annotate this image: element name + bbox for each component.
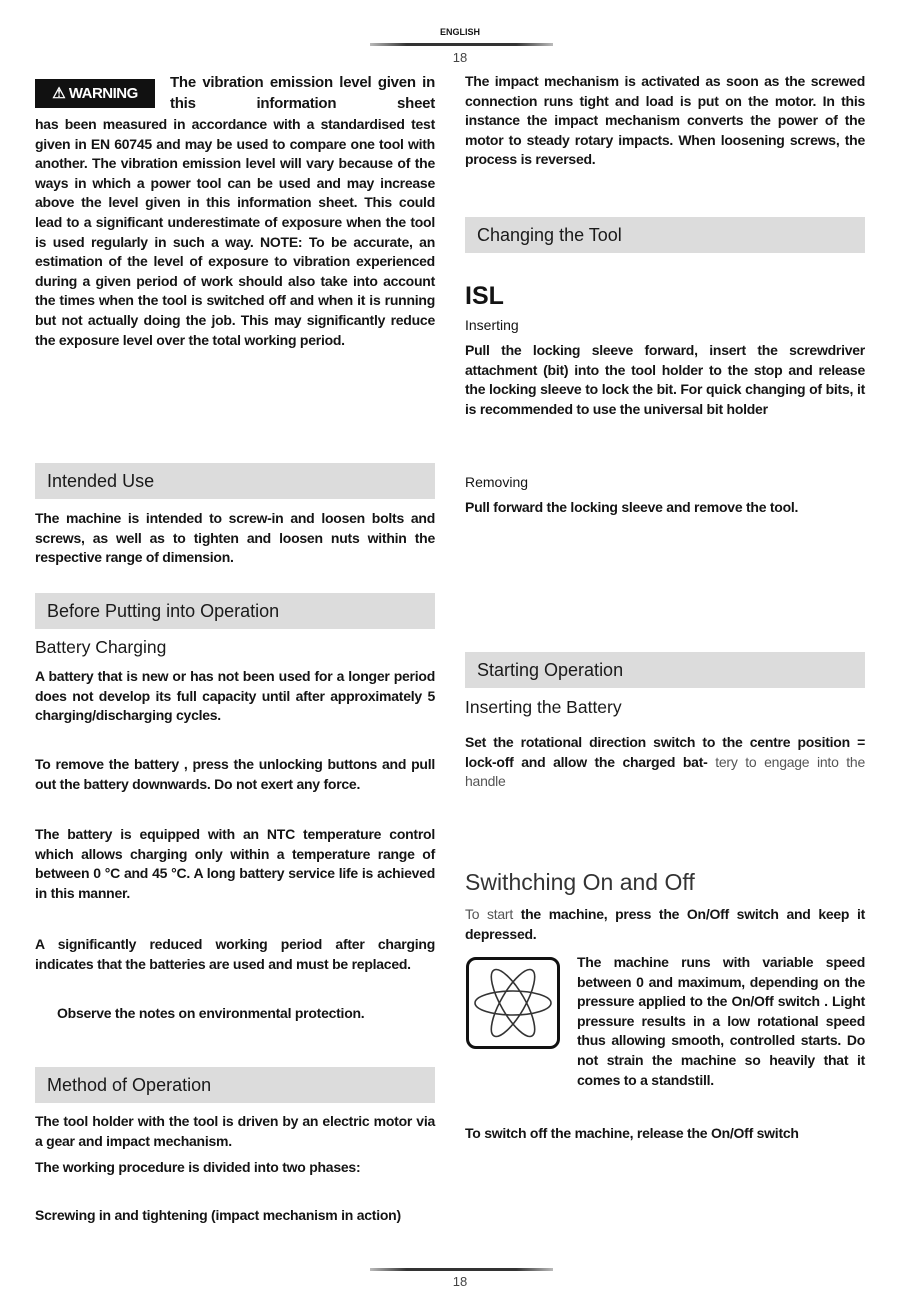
footer-page-number: 18 <box>452 1274 468 1289</box>
inserting-text: Pull the locking sleeve forward, insert the screwdriver attachment (bit) into the tool holder to the stop and release the locking sleeve to lock the bit. For quick changing of bits, it is recommended to use the universal bit holder <box>465 342 865 417</box>
section-changing-tool: Changing the Tool <box>465 217 865 253</box>
warning-intro: The vibration emission level given in this information sheet <box>170 74 435 112</box>
section-method-of-operation: Method of Operation <box>35 1067 435 1103</box>
to-start-text <box>465 905 865 944</box>
inserting-battery-text <box>465 733 865 792</box>
removing-text: Pull forward the locking sleeve and remove the tool. <box>465 499 799 515</box>
warning-badge <box>35 79 155 108</box>
section-starting-operation: Starting Operation <box>465 652 865 688</box>
battery-p4: A significantly reduced working period after charging indicates that the batteries are used and must be replaced. <box>35 936 435 972</box>
header-page-number: 18 <box>452 50 468 65</box>
inserting-label: Inserting <box>465 317 519 333</box>
section-intended-use: Intended Use <box>35 463 435 499</box>
switch-off-text: To switch off the machine, release the On/Off switch <box>465 1125 799 1141</box>
inserting-battery-heading: Inserting the Battery <box>465 697 622 717</box>
removing-label: Removing <box>465 474 529 490</box>
battery-p2: To remove the battery , press the unlocking buttons and pull out the battery downwards. Do not exert any force. <box>35 756 435 792</box>
battery-p3: The battery is equipped with an NTC temperature control which allows charging only within a temperature range of between 0 °C and 45 °C. A long battery service life is achieved in this manner. <box>35 826 435 901</box>
isl-heading: ISL <box>465 282 504 310</box>
method-p3: Screwing in and tightening (impact mechanism in action) <box>35 1207 401 1223</box>
section-before-operation: Before Putting into Operation <box>35 593 435 629</box>
switching-heading: Swithching On and Off <box>465 869 695 895</box>
warning-label: WARNING <box>68 85 138 102</box>
battery-p5: Observe the notes on environmental protection. <box>57 1005 365 1021</box>
header-language: ENGLISH <box>439 27 480 37</box>
intended-use-text: The machine is intended to screw-in and loosen bolts and screws, as well as to tighten and loosen nuts within the respective range of dimension. <box>35 510 435 566</box>
warning-triangle-icon: ⚠ <box>52 85 66 102</box>
method-p2: The working procedure is divided into two phases: <box>35 1159 361 1175</box>
header-rule <box>370 43 553 46</box>
to-start-body: the machine, press the On/Off switch and keep it depressed. <box>465 906 865 942</box>
inserting-battery-text-main: Set the rotational direction switch to the centre position = lock-off and allow the charged bat- <box>465 734 865 770</box>
variable-speed-text: The machine runs with variable speed between 0 and maximum, depending on the pressure applied to the On/Off switch . Light pressure results in a low rotational speed thus allowing smooth, controlled starts. Do not strain the machine so heavily that it comes to a standstill. <box>577 954 865 1088</box>
battery-charging-heading: Battery Charging <box>35 637 167 657</box>
method-p1: The tool holder with the tool is driven by an electric motor via a gear and impact mechanism. <box>35 1113 435 1149</box>
impact-text: The impact mechanism is activated as soon as the screwed connection runs tight and load is put on the motor. In this instance the impact mechanism converts the power of the motor to steady rotary impacts. When loosening screws, the process is reversed. <box>465 73 865 168</box>
battery-p1: A battery that is new or has not been used for a longer period does not develop its full capacity until after approximately 5 charging/discharging cycles. <box>35 668 435 724</box>
variable-speed-block <box>465 953 865 1092</box>
inserting-battery-text-end: tery to engage into the handle <box>465 753 866 790</box>
warning-body: has been measured in accordance with a standardised test given in EN 60745 and may be used to compare one tool with another. The vibration emission level will vary because of the ways in which a power tool can be used and may increase above the level given in this information sheet. This could lead to a significant underestimate of exposure when the tool is used regularly in such a way. NOTE: To be accurate, an estimation of the level of exposure to vibration experienced during a given period of work should also take into account the times when the tool is switched off and when it is running but not actually doing the job. This may significantly reduce the exposure level over the total working period. <box>35 116 435 348</box>
footer-rule <box>370 1268 553 1271</box>
to-start-prefix: To start <box>465 906 513 922</box>
